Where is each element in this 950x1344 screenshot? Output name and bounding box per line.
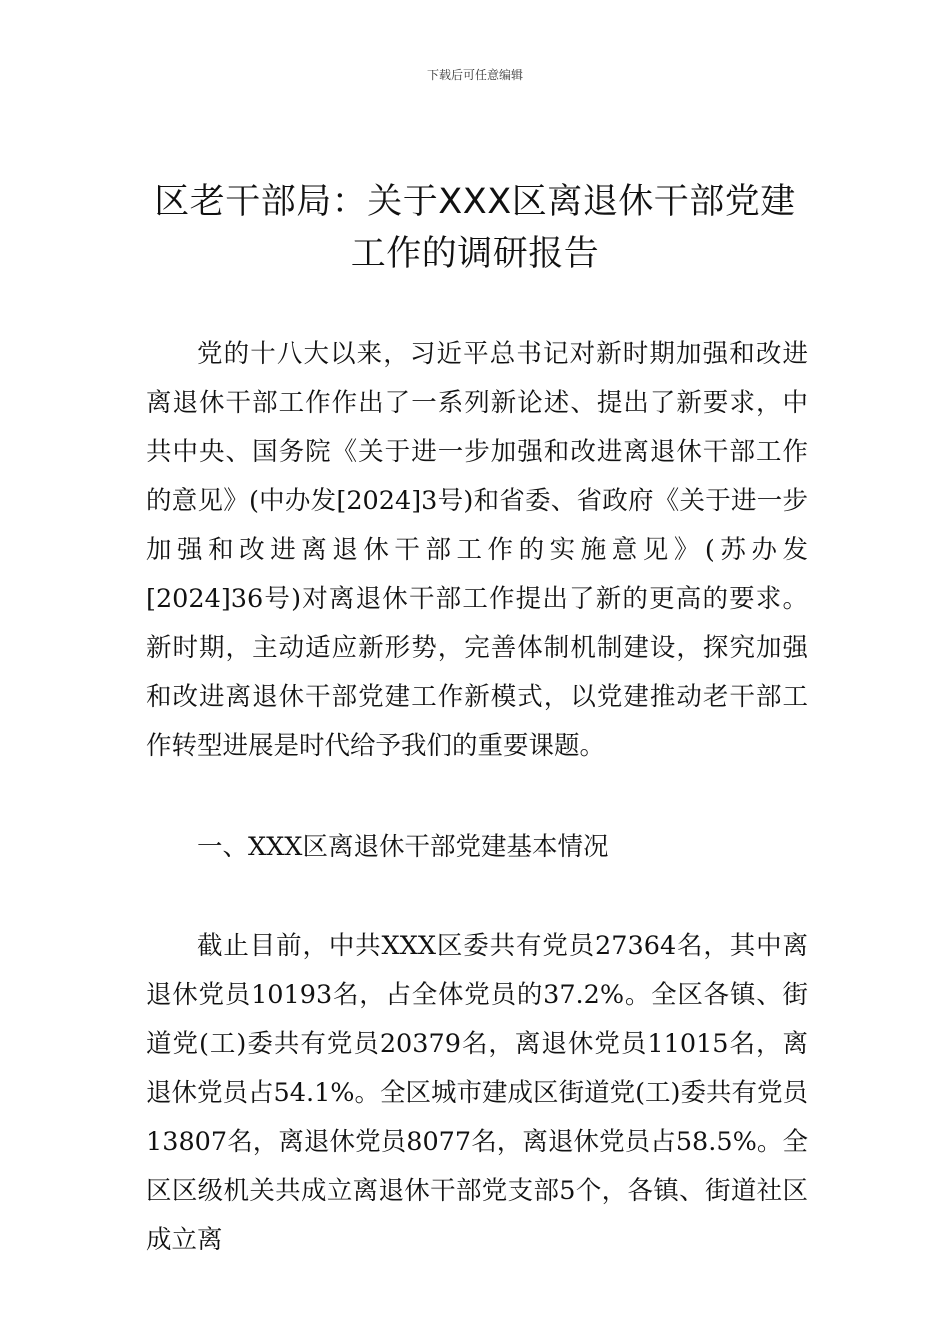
title-line-1: 区老干部局：关于XXX区离退休干部党建 xyxy=(154,182,796,222)
document-title xyxy=(120,176,830,280)
statistics-paragraph: 截止目前，中共XXX区委共有党员27364名，其中离退休党员10193名，占全体党员的37.2%。全区各镇、街道党(工)委共有党员20379名，离退休党员11015名，离退休党员占54.1%。全区城市建成区街道党(工)委共有党员13807名，离退休党员8077名，离退休党员占58.5%。全区区级机关共成立离退休干部党支部5个，各镇、街道社区成立离 xyxy=(146,931,808,1255)
page-header-note: 下载后可任意编辑 xyxy=(426,68,523,82)
intro-paragraph: 党的十八大以来，习近平总书记对新时期加强和改进离退休干部工作作出了一系列新论述、提出了新要求，中共中央、国务院《关于进一步加强和改进离退休干部工作的意见》(中办发[2024]3号)和省委、省政府《关于进一步加强和改进离退休干部工作的实施意见》(苏办发[2024]36号)对离退休干部工作提出了新的更高的要求。新时期，主动适应新形势，完善体制机制建设，探究加强和改进离退休干部党建工作新模式，以党建推动老干部工作转型进展是时代给予我们的重要课题。 xyxy=(146,339,808,761)
section-heading: 一、XXX区离退休干部党建基本情况 xyxy=(197,832,609,862)
title-line-2: 工作的调研报告 xyxy=(350,234,600,274)
